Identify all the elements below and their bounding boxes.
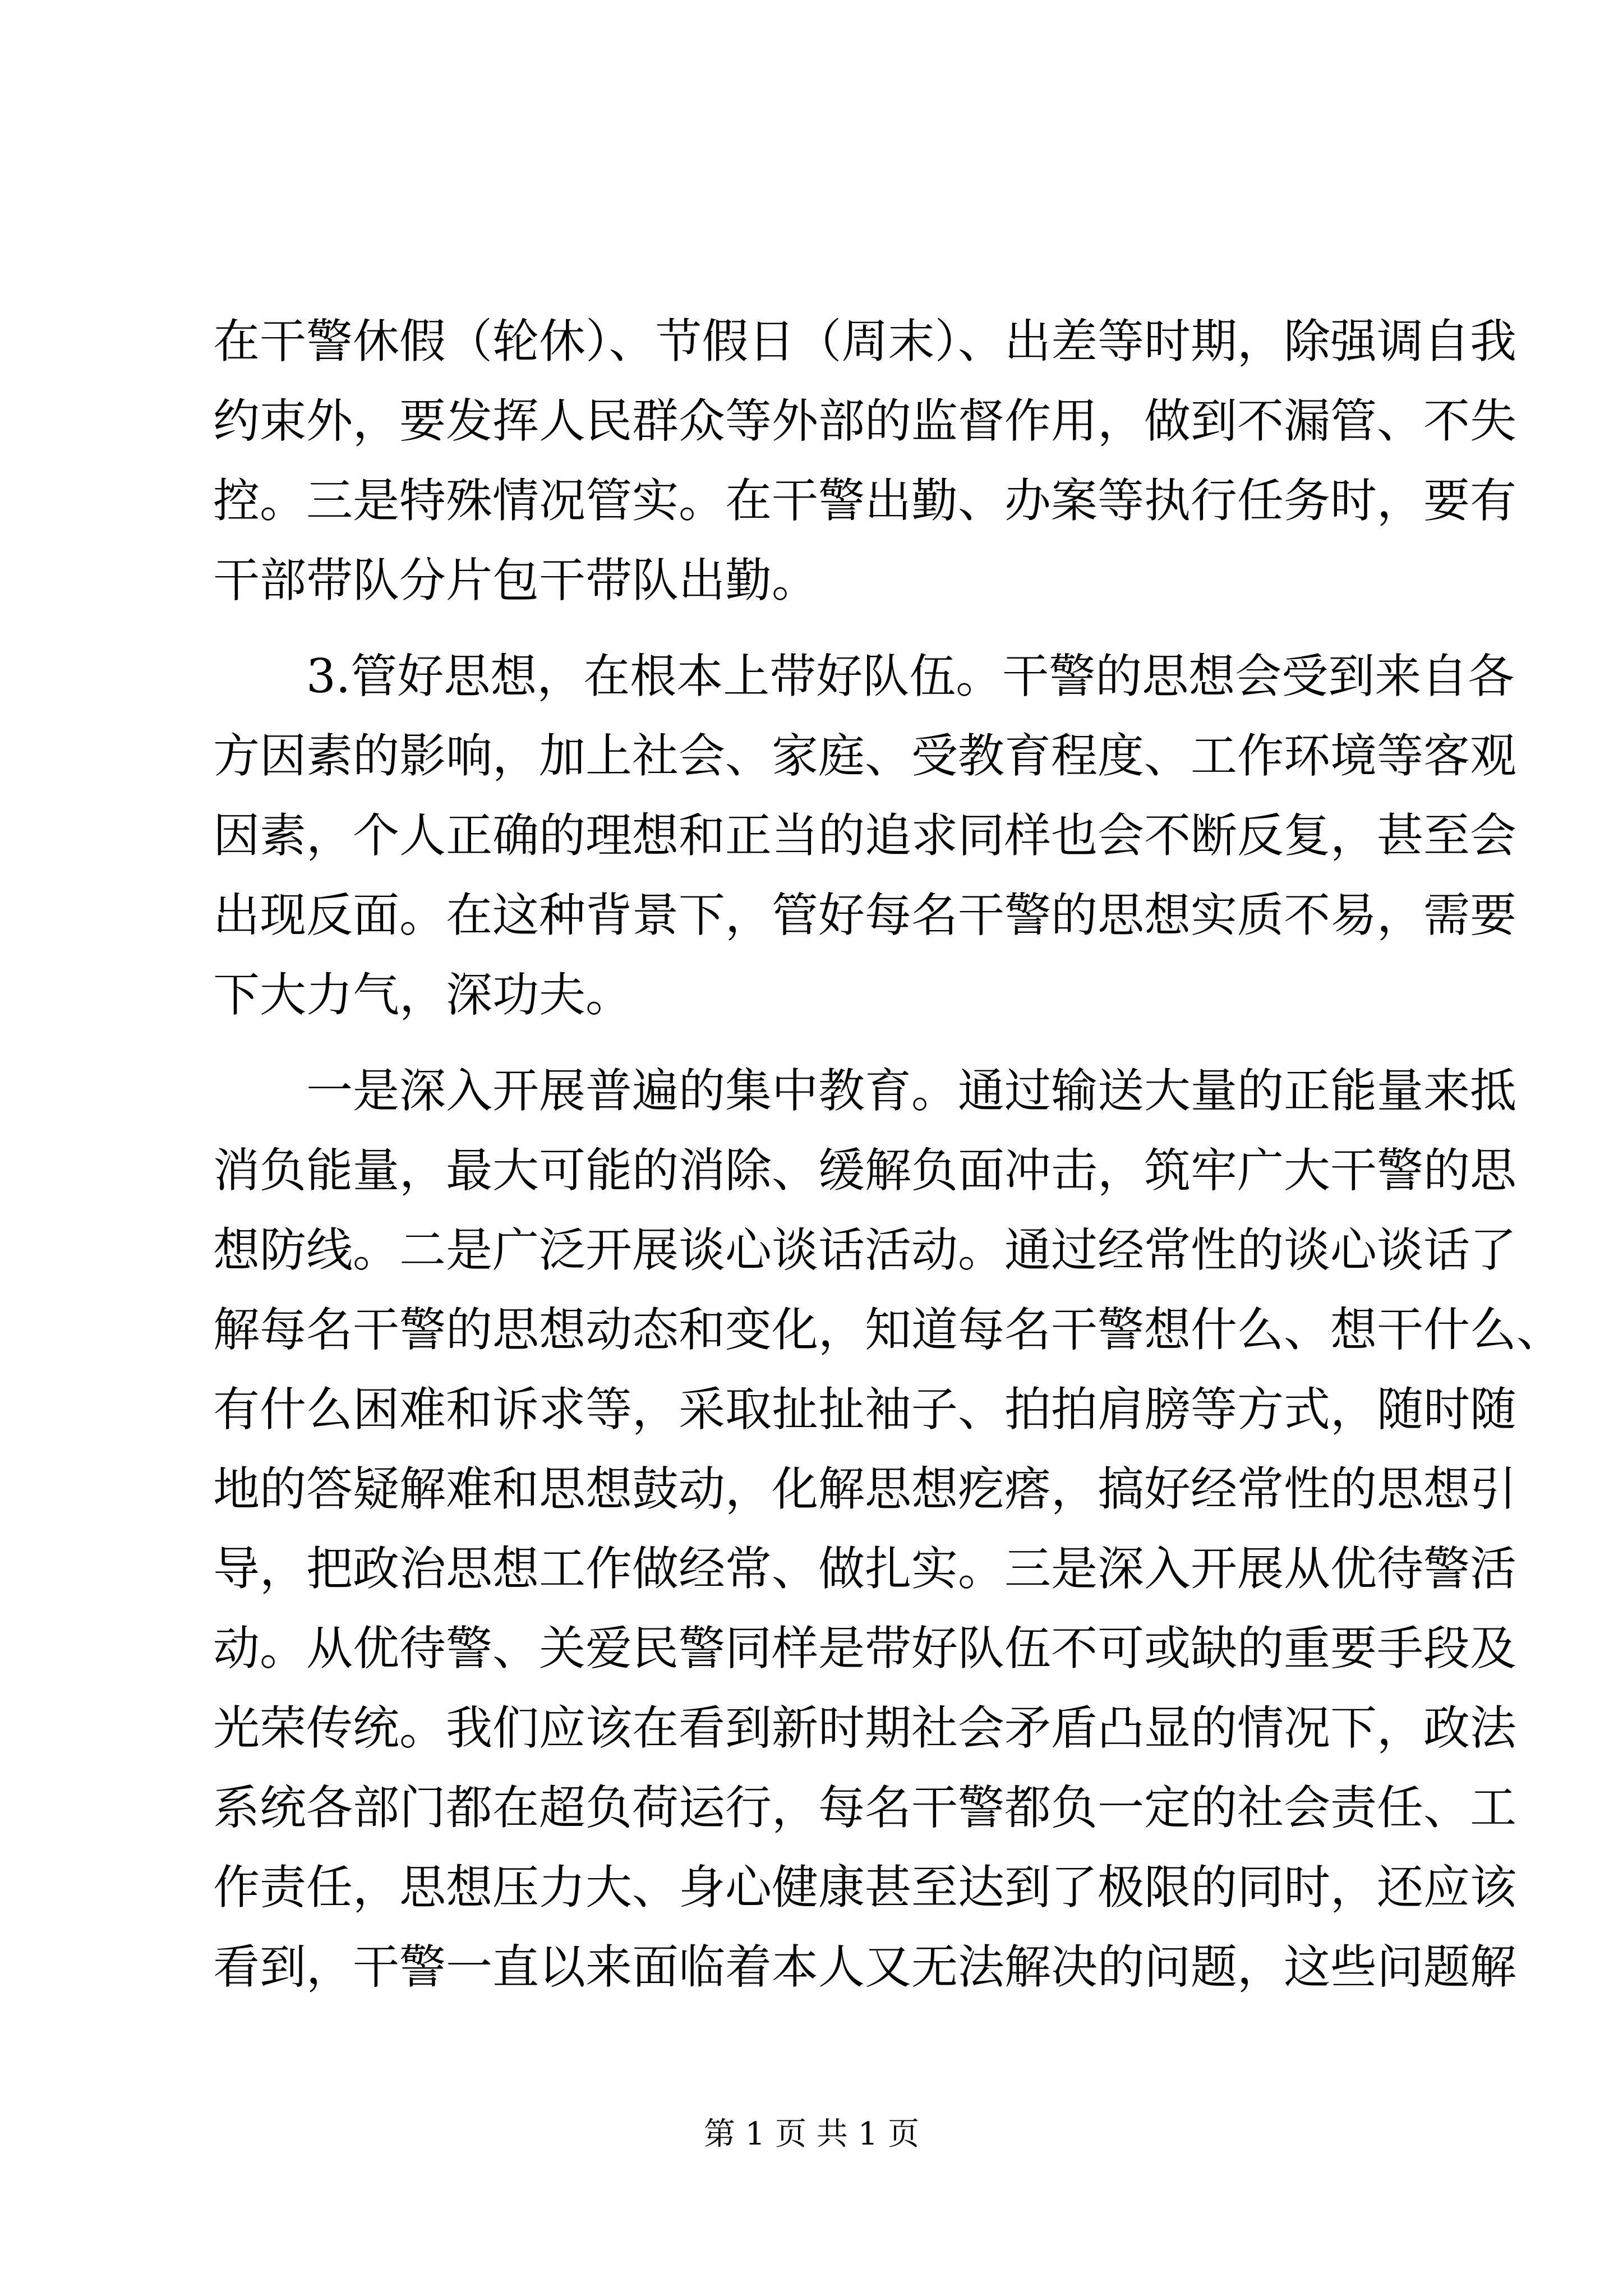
paragraph bbox=[213, 637, 1516, 1035]
text-line: 出现反面。在这种背景下，管好每名干警的思想实质不易，需要 bbox=[213, 888, 1516, 942]
text-line: 有什么困难和诉求等，采取扯扯袖子、拍拍肩膀等方式，随时随 bbox=[213, 1382, 1516, 1437]
text-line: 作责任，思想压力大、身心健康甚至达到了极限的同时，还应该 bbox=[213, 1860, 1516, 1915]
text-line: 控。三是特殊情况管实。在干警出勤、办案等执行任务时，要有 bbox=[213, 473, 1516, 528]
text-line: 光荣传统。我们应该在看到新时期社会矛盾凸显的情况下，政法 bbox=[213, 1701, 1516, 1755]
paragraph bbox=[213, 1051, 1563, 2007]
text-line: 想防线。二是广泛开展谈心谈话活动。通过经常性的谈心谈话了 bbox=[213, 1223, 1516, 1277]
text-line: 干部带队分片包干带队出勤。 bbox=[213, 553, 818, 608]
text-line: 一是深入开展普遍的集中教育。通过输送大量的正能量来抵 bbox=[306, 1064, 1516, 1118]
text-line: 在干警休假（轮休）、节假日（周末）、出差等时期，除强调自我 bbox=[213, 314, 1516, 369]
page-footer bbox=[0, 2112, 1623, 2157]
text-line: 消负能量，最大可能的消除、缓解负面冲击，筑牢广大干警的思 bbox=[213, 1143, 1516, 1198]
text-line: 解每名干警的思想动态和变化，知道每名干警想什么、想干什么、 bbox=[213, 1303, 1563, 1357]
text-line: 地的答疑解难和思想鼓动，化解思想疙瘩，搞好经常性的思想引 bbox=[213, 1462, 1516, 1516]
text-line: 约束外，要发挥人民群众等外部的监督作用，做到不漏管、不失 bbox=[213, 394, 1516, 448]
paragraph bbox=[213, 302, 1516, 620]
text-line: 3.管好思想，在根本上带好队伍。干警的思想会受到来自各 bbox=[306, 649, 1515, 703]
document-body bbox=[213, 302, 1563, 2007]
text-line: 方因素的影响，加上社会、家庭、受教育程度、工作环境等客观 bbox=[213, 729, 1516, 783]
text-line: 因素，个人正确的理想和正当的追求同样也会不断反复，甚至会 bbox=[213, 808, 1516, 863]
text-line: 动。从优待警、关爱民警同样是带好队伍不可或缺的重要手段及 bbox=[213, 1621, 1516, 1676]
text-line: 导，把政治思想工作做经常、做扎实。三是深入开展从优待警活 bbox=[213, 1542, 1516, 1596]
page-number: 第 1 页 共 1 页 bbox=[703, 2116, 920, 2152]
text-line: 下大力气，深功夫。 bbox=[213, 968, 632, 1022]
text-line: 系统各部门都在超负荷运行，每名干警都负一定的社会责任、工 bbox=[213, 1780, 1516, 1835]
text-line: 看到，干警一直以来面临着本人又无法解决的问题，这些问题解 bbox=[213, 1940, 1516, 1994]
